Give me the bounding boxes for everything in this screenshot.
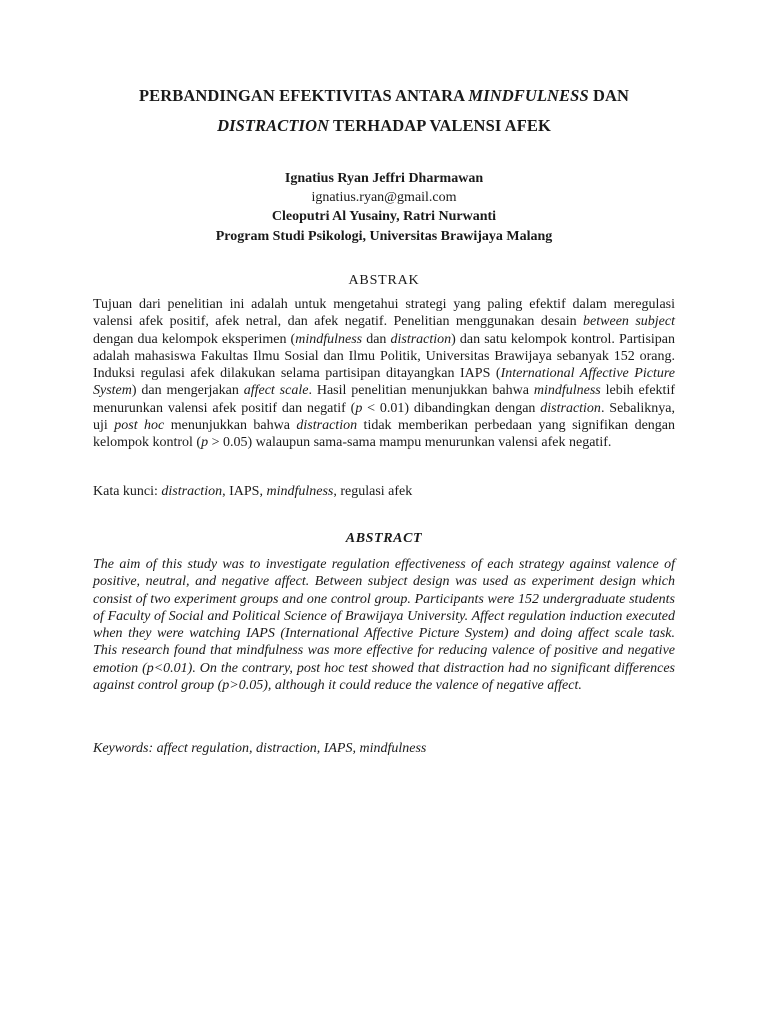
- abstrak-italic-term: p: [201, 435, 209, 451]
- abstrak-text: dengan dua kelompok eksperimen (: [93, 331, 296, 347]
- kata-kunci: [93, 483, 675, 500]
- abstract-body: The aim of this study was to investigate regulation effectiveness of each strategy against valence of positive, neutral, and negative affect. Between subject design was used as experiment design which consist of two experiment groups and one control group. Participants were 152 undergraduate students of Faculty of Social and Political Science of Brawijaya University. Affect regulation induction executed when they were watching IAPS (International Affective Picture System) and doing affect scale task. This research found that mindfulness was more effective for reducing valence of positive and negative emotion (p<0.01). On the contrary, post hoc test showed that distraction had no significant differences against control group (p>0.05), although it could reduce the valence of negative affect.: [93, 557, 675, 694]
- abstrak-text: < 0.01) dibandingkan dengan: [362, 400, 541, 416]
- abstrak-italic-term: between subject: [583, 314, 675, 330]
- abstrak-text: . Sebaliknya, uji: [93, 400, 675, 434]
- paper-title-line-2: [60, 116, 708, 136]
- abstrak-heading: ABSTRAK: [348, 273, 420, 288]
- kata-kunci-text: , IAPS,: [222, 484, 267, 499]
- abstrak-text: dan: [362, 331, 391, 347]
- author-email: ignatius.ryan@gmail.com: [311, 190, 457, 205]
- title-italic-term: DISTRACTION: [217, 116, 330, 135]
- abstrak-italic-term: post hoc: [114, 418, 165, 434]
- abstrak-italic-term: mindfulness: [295, 331, 363, 347]
- abstrak-italic-term: distraction: [296, 418, 358, 434]
- abstract-heading: ABSTRACT: [345, 531, 423, 546]
- abstrak-text: . Hasil penelitian menunjukkan bahwa: [308, 383, 534, 399]
- title-text: DAN: [588, 86, 630, 105]
- title-text: PERBANDINGAN EFEKTIVITAS ANTARA: [138, 86, 469, 105]
- abstrak-text: lebih efektif menurunkan valensi afek positif dan negatif (: [93, 383, 675, 416]
- title-text: TERHADAP VALENSI AFEK: [329, 116, 551, 135]
- abstrak-italic-term: affect scale: [243, 383, 309, 399]
- abstrak-body: [93, 296, 675, 452]
- keywords: Keywords: affect regulation, distraction, IAPS, mindfulness: [93, 741, 427, 756]
- title-italic-term: MINDFULNESS: [468, 86, 589, 105]
- abstrak-text: > 0.05) walaupun sama-sama mampu menurunkan valensi afek negatif.: [208, 435, 612, 451]
- abstrak-italic-term: mindfulness: [533, 383, 601, 399]
- abstrak-text: Tujuan dari penelitian ini adalah untuk mengetahui strategi yang paling efektif dalam meregulasi valensi afek positif, afek netral, dan afek negatif. Penelitian menggunakan desain: [93, 297, 675, 330]
- abstrak-italic-term: distraction: [540, 400, 601, 416]
- abstrak-text: ) dan satu kelompok kontrol. Partisipan adalah mahasiswa Fakultas Ilmu Sosial dan Ilmu Politik, Universitas Brawijaya sebanyak 152 orang. Induksi regulasi afek dilakukan selama partisipan ditayangkan IAPS (: [93, 331, 675, 382]
- abstrak-text: tidak memberikan perbedaan yang signifikan dengan kelompok kontrol (: [93, 418, 675, 451]
- kata-kunci-text: , regulasi afek: [333, 484, 413, 499]
- kata-kunci-term: mindfulness: [266, 484, 334, 499]
- abstrak-text: menunjukkan bahwa: [164, 418, 297, 434]
- affiliation: Program Studi Psikologi, Universitas Brawijaya Malang: [215, 229, 553, 244]
- abstrak-italic-term: International Affective Picture System: [93, 366, 675, 399]
- abstrak-text: ) dan mengerjakan: [131, 383, 244, 399]
- co-authors: Cleoputri Al Yusainy, Ratri Nurwanti: [271, 209, 497, 224]
- abstrak-italic-term: p: [355, 400, 363, 416]
- abstrak-italic-term: distraction: [390, 331, 452, 347]
- kata-kunci-label: Kata kunci:: [93, 484, 162, 499]
- kata-kunci-term: distraction: [161, 484, 223, 499]
- author-primary: Ignatius Ryan Jeffri Dharmawan: [284, 171, 484, 186]
- paper-title-line-1: [60, 86, 708, 106]
